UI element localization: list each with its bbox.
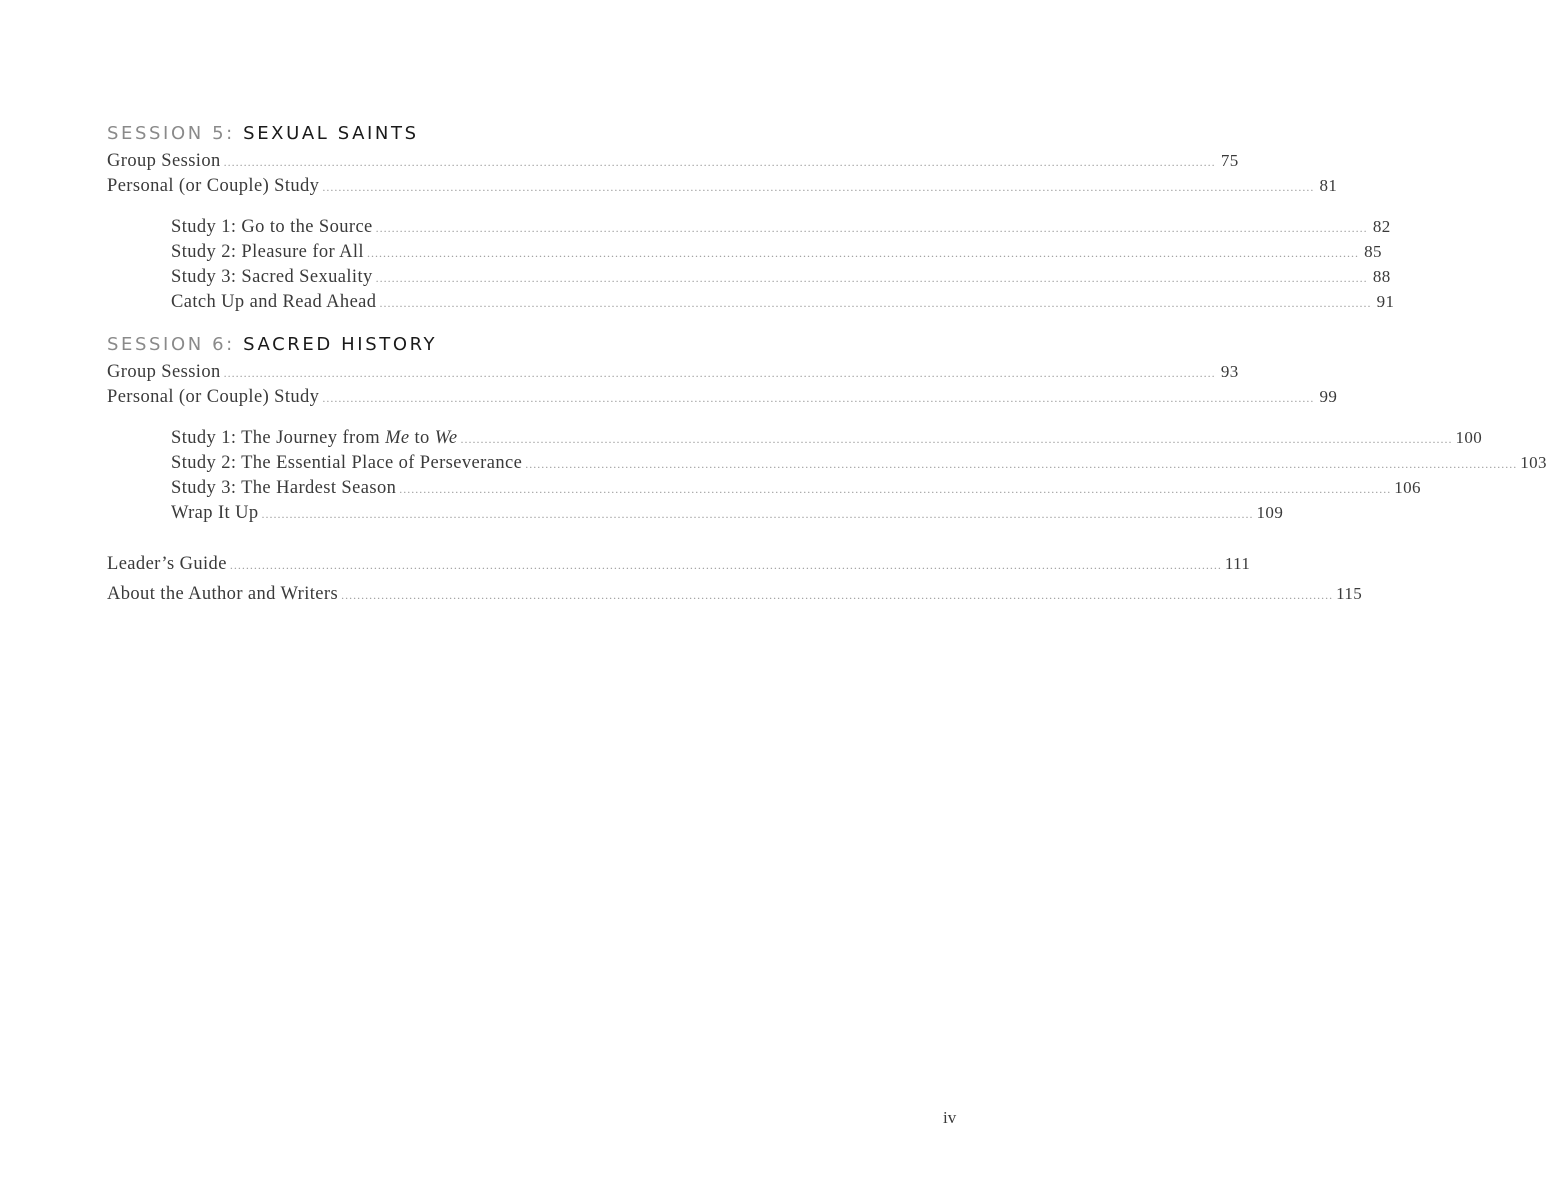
toc-entry-page: 85 <box>1364 242 1382 261</box>
dot-leader <box>367 241 1359 266</box>
toc-entry-title: About the Author and Writers <box>107 584 339 604</box>
toc-entry-title: Study 1: Go to the Source <box>171 217 373 237</box>
toc-entry-title: Study 3: Sacred Sexuality <box>171 267 373 287</box>
toc-entry-title: Study 2: The Essential Place of Perseverance <box>171 453 523 473</box>
dot-leader <box>224 361 1216 386</box>
toc-entry-page: 100 <box>1455 428 1483 447</box>
toc-entry-page: 103 <box>1520 453 1547 472</box>
dot-leader <box>399 477 1391 502</box>
dot-leader <box>376 266 1368 291</box>
toc-entry-title: Group Session <box>107 362 221 382</box>
toc-entry-wrap-up[interactable] <box>107 500 1284 525</box>
toc-entry-study-2[interactable] <box>107 450 1547 475</box>
toc-entry-title: Wrap It Up <box>171 503 259 523</box>
toc-entry-leaders-guide[interactable] <box>107 549 1251 579</box>
session-title: SACRED HISTORY <box>243 334 438 355</box>
toc-entry-title: Study 3: The Hardest Season <box>171 478 397 498</box>
toc-entry-page: 115 <box>1336 584 1363 603</box>
dot-leader <box>525 452 1517 477</box>
dot-leader <box>230 550 1222 580</box>
toc-entry-personal-study[interactable] <box>107 384 1338 409</box>
session-6-heading <box>107 331 845 359</box>
page-number: iv <box>943 1108 957 1127</box>
dot-leader <box>322 386 1314 411</box>
session-label: SESSION 6: <box>107 334 235 355</box>
dot-leader <box>379 291 1371 316</box>
session-title: SEXUAL SAINTS <box>243 123 419 144</box>
toc-entry-page: 106 <box>1394 478 1421 497</box>
toc-entry-title: Study 2: Pleasure for All <box>171 242 364 262</box>
session-label: SESSION 5: <box>107 123 235 144</box>
toc-entry-title: Catch Up and Read Ahead <box>171 292 377 312</box>
dot-leader <box>262 502 1254 527</box>
toc-entry-study-2[interactable] <box>107 239 1382 264</box>
toc-entry-title: Leader’s Guide <box>107 554 227 574</box>
toc-entry-group-session[interactable] <box>107 359 1239 384</box>
toc-entry-study-3[interactable] <box>107 475 1421 500</box>
dot-leader <box>224 150 1216 175</box>
toc-entry-title: Study 1: The Journey from Me to We <box>171 428 458 448</box>
toc-entry-study-1[interactable] <box>107 425 1483 450</box>
toc-entry-page: 111 <box>1224 554 1251 573</box>
toc-entry-page: 109 <box>1256 503 1284 522</box>
toc-entry-page: 91 <box>1376 292 1395 311</box>
table-of-contents <box>107 120 1547 609</box>
toc-entry-study-3[interactable] <box>107 264 1391 289</box>
toc-entry-page: 75 <box>1220 151 1239 170</box>
dot-leader <box>341 580 1333 610</box>
toc-entry-personal-study[interactable] <box>107 173 1338 198</box>
toc-entry-title: Personal (or Couple) Study <box>107 387 320 407</box>
toc-entry-page: 93 <box>1220 362 1239 381</box>
toc-entry-page: 99 <box>1319 387 1338 406</box>
toc-entry-catch-up[interactable] <box>107 289 1395 314</box>
toc-entry-page: 88 <box>1372 267 1391 286</box>
dot-leader <box>460 427 1452 452</box>
toc-entry-page: 82 <box>1372 217 1391 236</box>
toc-entry-title: Group Session <box>107 151 221 171</box>
toc-entry-title: Personal (or Couple) Study <box>107 176 320 196</box>
toc-entry-group-session[interactable] <box>107 148 1239 173</box>
toc-entry-about-author[interactable] <box>107 579 1363 609</box>
toc-entry-study-1[interactable] <box>107 214 1391 239</box>
session-5-heading <box>107 120 845 148</box>
toc-entry-page: 81 <box>1319 176 1338 195</box>
dot-leader <box>322 175 1314 200</box>
dot-leader <box>376 216 1368 241</box>
